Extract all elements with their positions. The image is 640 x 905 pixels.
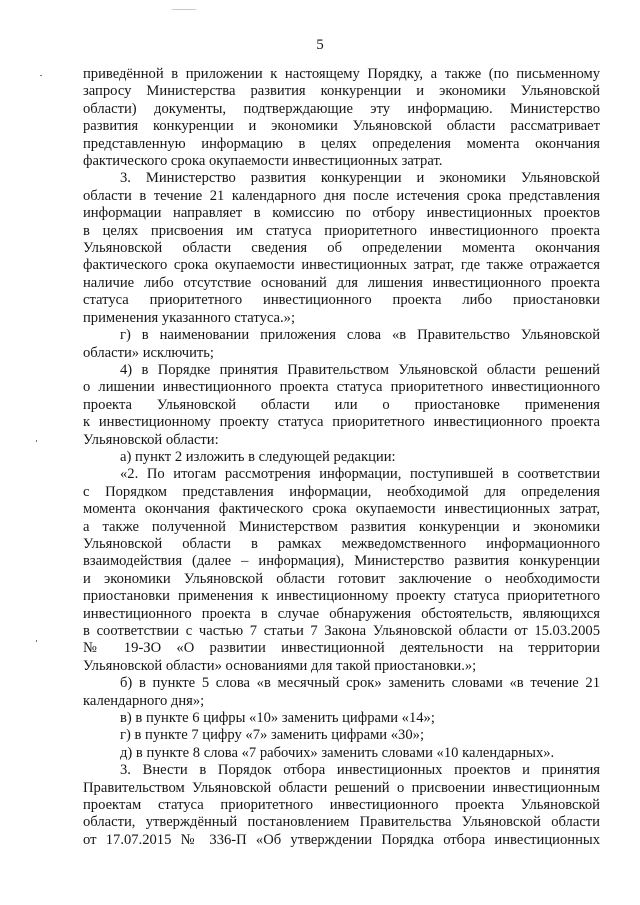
- text-line: Ульяновской области:: [83, 431, 219, 448]
- text-line: Ульяновской области в рамках межведомственного информационного: [83, 535, 600, 552]
- paragraph: [83, 66, 600, 170]
- text-line: представленную информацию в целях определения момента окончания: [83, 135, 600, 152]
- scan-dots: [172, 9, 196, 10]
- text-line: применения указанного статуса.»;: [83, 309, 296, 326]
- document-body: [83, 66, 600, 849]
- text-line: области в течение 21 календарного дня после истечения срока представления: [83, 187, 600, 204]
- text-line: в соответствии с частью 7 статьи 7 Закона Ульяновской области от 15.03.2005: [83, 623, 600, 639]
- text-line: 3. Министерство развития конкуренции и экономики Ульяновской: [120, 170, 600, 187]
- paragraph: [83, 170, 600, 327]
- text-line: д) в пункте 8 слова «7 рабочих» заменить словами «10 календарных».: [120, 744, 555, 761]
- text-line: в) в пункте 6 цифры «10» заменить цифрами «14»;: [120, 710, 435, 727]
- text-line: области) документы, подтверждающие эту информацию. Министерство: [83, 100, 600, 117]
- text-line: «2. По итогам рассмотрения информации, поступившей в соответствии: [120, 466, 600, 483]
- text-line: Ульяновской области» основаниями для такой приостановки.»;: [83, 657, 477, 674]
- text-line: г) в наименовании приложения слова «в Правительство Ульяновской: [120, 327, 600, 344]
- paragraph: [83, 762, 600, 849]
- text-line: и экономики Ульяновской области готовит заключение о необходимости: [83, 570, 600, 587]
- text-line: Правительством Ульяновской области решений о присвоении инвестиционным: [83, 779, 600, 796]
- text-line: наличие либо отсутствие оснований для лишения инвестиционного проекта: [83, 274, 600, 291]
- scan-speck: [36, 640, 37, 642]
- paragraph: [83, 466, 600, 675]
- text-line: 4) в Порядке принятия Правительством Ульяновской области решений: [120, 361, 600, 378]
- text-line: инвестиционного проекта в случае обнаружения обстоятельств, являющихся: [83, 605, 600, 622]
- text-line: к инвестиционному проекту статуса приоритетного инвестиционного проекта: [83, 414, 600, 431]
- paragraph: [83, 727, 600, 744]
- text-line: статуса приоритетного инвестиционного проекта либо приостановки: [83, 292, 600, 309]
- text-line: в целях присвоения им статуса приоритетного инвестиционного проекта: [83, 222, 600, 239]
- text-line: проектам статуса приоритетного инвестиционного проекта Ульяновской: [83, 797, 600, 814]
- scan-speck: [36, 440, 37, 442]
- text-line: № 19-ЗО «О развитии инвестиционной деятельности на территории: [83, 640, 600, 657]
- text-line: области, утверждённый постановлением Правительства Ульяновской области: [83, 814, 600, 831]
- paragraph: [83, 710, 600, 727]
- text-line: г) в пункте 7 цифру «7» заменить цифрами «30»;: [120, 727, 425, 744]
- text-line: фактического срока окупаемости инвестиционных затрат, где также отражается: [83, 257, 600, 274]
- text-line: б) в пункте 5 слова «в месячный срок» заменить словами «в течение 21: [120, 675, 600, 692]
- text-line: 3. Внести в Порядок отбора инвестиционных проектов и принятия: [120, 762, 600, 779]
- text-line: взаимодействия (далее – информация), Министерство развития конкуренции: [83, 553, 600, 570]
- text-line: приведённой в приложении к настоящему Порядку, а также (по письменному: [83, 66, 600, 82]
- text-line: области» исключить;: [83, 344, 214, 361]
- scan-speck: [40, 75, 42, 76]
- text-line: момента окончания фактического срока окупаемости инвестиционных затрат,: [83, 501, 600, 518]
- text-line: приостановки применения к инвестиционному проекту статуса приоритетного: [83, 588, 600, 605]
- text-line: от 17.07.2015 № 336-П «Об утверждении Порядка отбора инвестиционных: [83, 831, 600, 848]
- paragraph: [83, 745, 600, 762]
- text-line: развития конкуренции и экономики Ульяновской области рассматривает: [83, 118, 600, 135]
- text-line: проекта Ульяновской области или о приостановке применения: [83, 396, 600, 413]
- text-line: с Порядком представления информации, необходимой для определения: [83, 483, 600, 500]
- text-line: информации направляет в комиссию по отбору инвестиционных проектов: [83, 205, 600, 222]
- text-line: а) пункт 2 изложить в следующей редакции:: [120, 448, 396, 465]
- page-number: 5: [316, 37, 324, 53]
- text-line: о лишении инвестиционного проекта статуса приоритетного инвестиционного: [83, 379, 600, 396]
- paragraph: [83, 449, 600, 466]
- text-line: запросу Министерства развития конкуренции и экономики Ульяновской: [83, 83, 600, 100]
- text-line: фактического срока окупаемости инвестиционных затрат.: [83, 153, 443, 170]
- paragraph: [83, 362, 600, 449]
- text-line: календарного дня»;: [83, 692, 205, 709]
- text-line: а также полученной Министерством развития конкуренции и экономики: [83, 518, 600, 535]
- paragraph: [83, 327, 600, 362]
- paragraph: [83, 675, 600, 710]
- text-line: Ульяновской области сведения об определении момента окончания: [83, 240, 600, 257]
